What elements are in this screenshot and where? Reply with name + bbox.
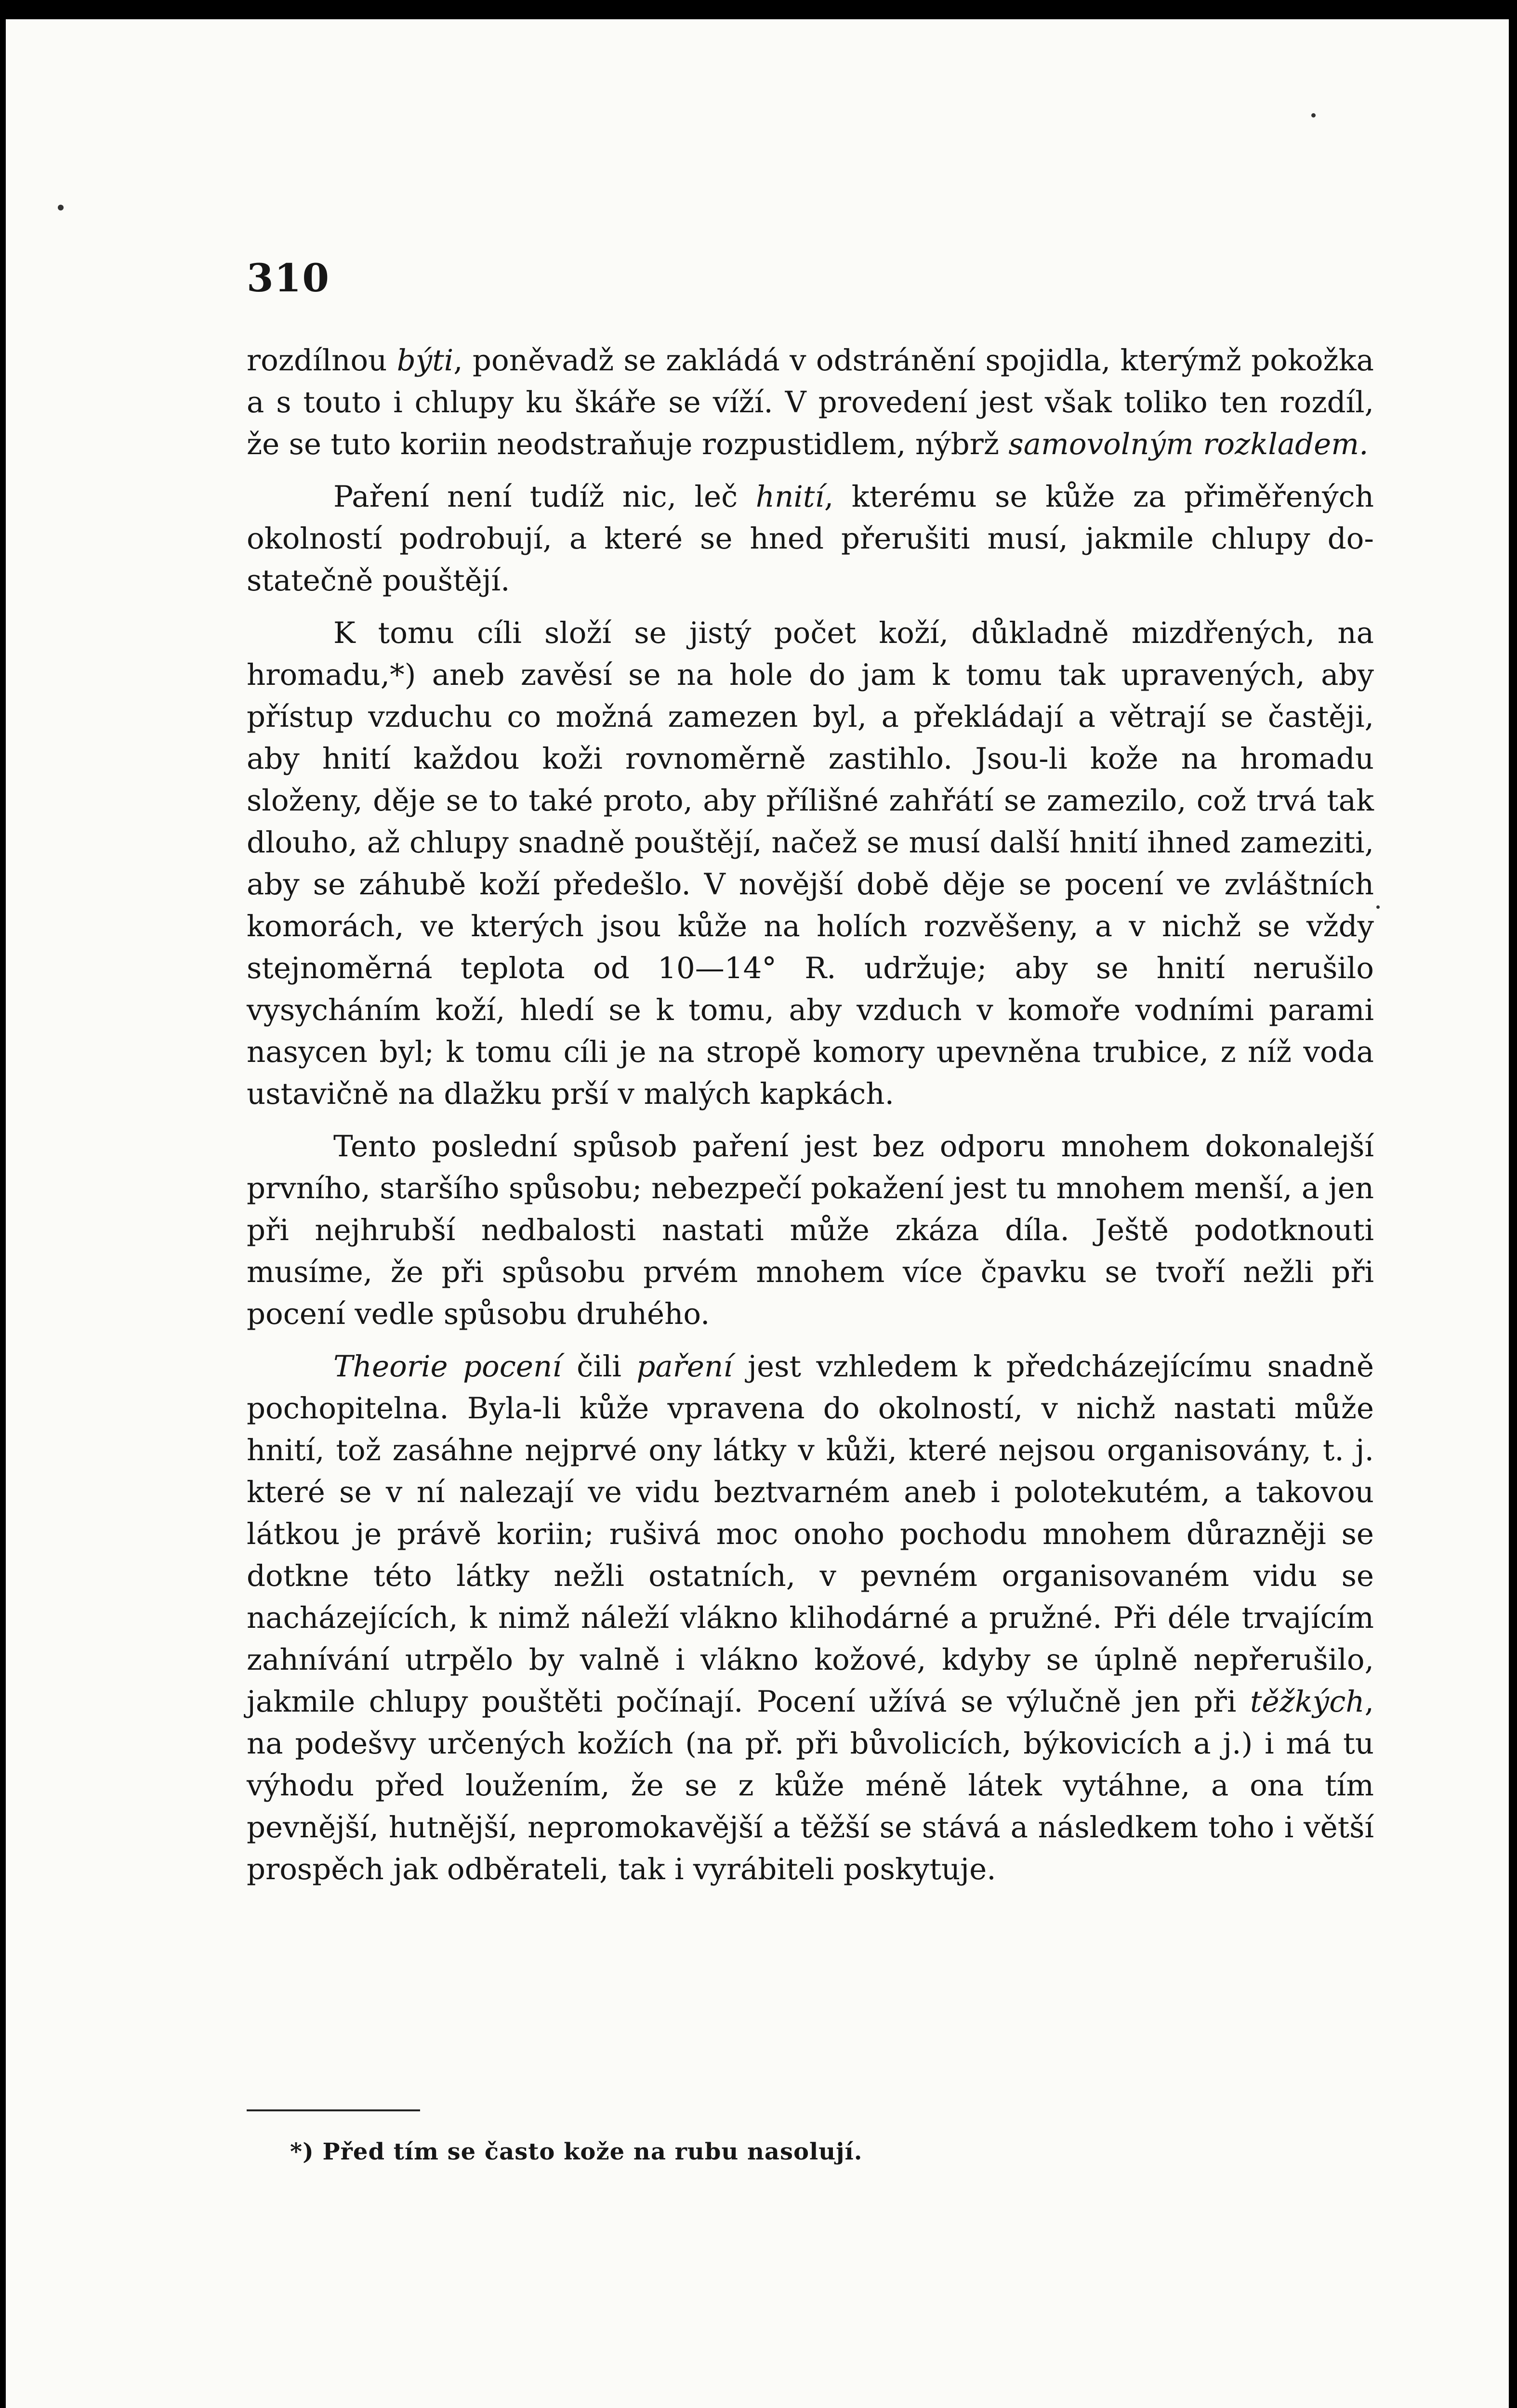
scan-speck [58,205,64,210]
book-page [6,19,1509,2408]
paragraph-4: Tento poslední spůsob paření jest bez odporu mnohem dokonalejší prvního, staršího spůsobu; nebezpečí pokažení jest tu mnohem menší, a jen při nejhrubší nedbalosti nastati může zkáza díla. Ještě podotknouti musíme, že při spůsobu prvém mnohem více čpavku se tvoří nežli při pocení vedle spůsobu druhého. [247,1129,1374,1331]
scan-speck [1376,905,1380,909]
page-number: 310 [247,255,330,301]
paragraph-3: K tomu cíli složí se jistý počet koží, důkladně mizdřených, na hromadu,*) aneb zavěsí se na hole do jam k tomu tak upravených, aby přístup vzduchu co možná zamezen byl, a překládají a větrají se častěji, aby hnití každou koži rovnoměrně zastihlo. Jsou-li kože na hromadu složeny, děje se to také proto, aby přílišné zahřátí se zamezilo, což trvá tak dlouho, až chlupy snadně pouštějí, načež se musí další hnití ihned zameziti, aby se záhubě koží předešlo. V novější době děje se pocení ve zvláštních komorách, ve kterých jsou kůže na holích rozvěšeny, a v nichž se vždy stejnoměrná teplota od 10—14° R. udržuje; aby se hnití nerušilo vysycháním koží, hledí se k tomu, aby vzduch v komoře vodními parami nasycen byl; k tomu cíli je na stropě komory upevněna trubice, z níž voda ustavičně na dlažku prší v malých kapkách. [247,616,1374,1111]
scan-speck [1311,113,1316,118]
paragraph-5: Theorie pocení čili paření jest vzhledem k předcházejícímu snadně pochopitelna. Byla-li kůže vpravena do okolností, v nichž nastati může hnití, tož zasáhne nejprvé ony látky v kůži, které nejsou organisovány, t. j. které se v ní nalezají ve vidu beztvarném aneb i polotekutém, a takovou látkou je právě koriin; rušivá moc onoho pochodu mnohem důrazněji se dotkne této látky nežli ostatních, v pevném organisovaném vidu se nacházejících, k nimž náleží vlákno klihodárné a pružné. Při déle trvajícím zahnívání utrpělo by valně i vlákno kožové, kdyby se úplně nepřerušilo, jakmile chlupy pouštěti počínají. Pocení užívá se výlučně jen při těžkých, na podešvy určených kožích (na př. při bůvolicích, býkovicích a j.) i má tu výhodu před loužením, že se z kůže méně látek vytáhne, a ona tím pevnější, hutnější, nepromokavější a těžší se stává a následkem toho i větší prospěch jak odběrateli, tak i vyrábiteli poskytuje. [247,1349,1374,1886]
body-text [247,340,1374,1901]
footnote-rule [247,2109,420,2111]
footnote: *) Před tím se často kože na rubu nasolují. [290,2138,863,2165]
paragraph-1: rozdílnou býti, poněvadž se zakládá v odstránění spojidla, kterýmž pokožka a s touto i chlupy ku škáře se víží. V provedení jest však toliko ten rozdíl, že se tuto koriin neodstraňuje rozpustidlem, nýbrž samovolným rozkladem. [247,343,1374,461]
paragraph-2: Paření není tudíž nic, leč hnití, kterému se kůže za přiměřených okolností podrobují, a které se hned přerušiti musí, jakmile chlupy dostatečně pouštějí. [247,480,1374,598]
